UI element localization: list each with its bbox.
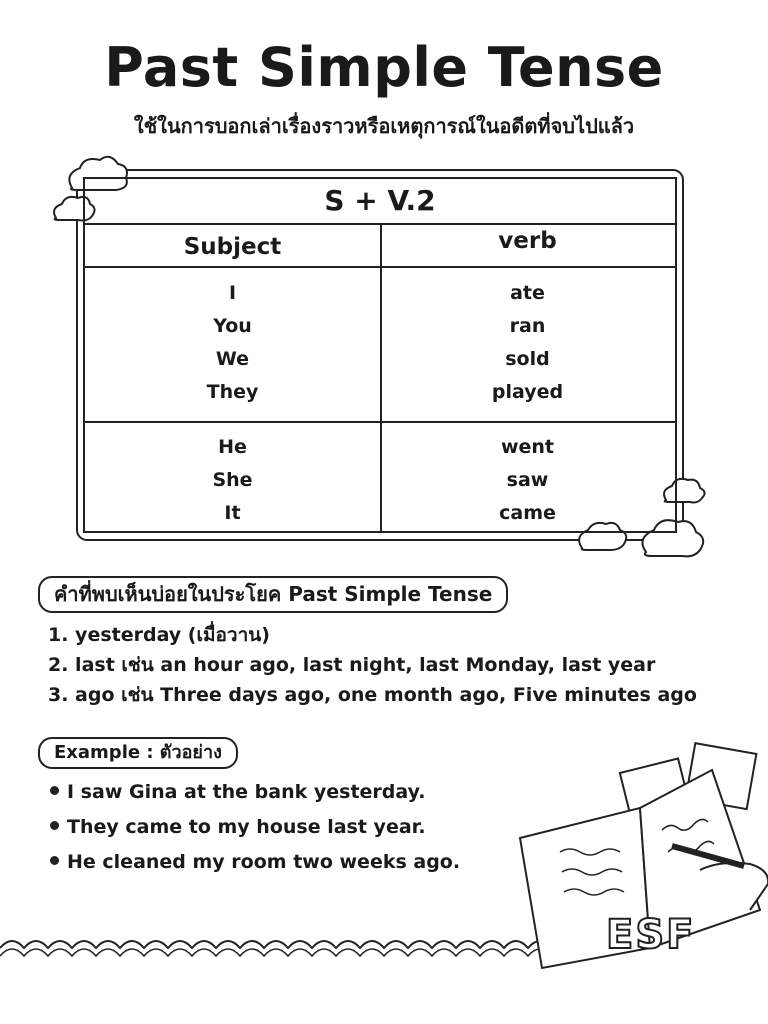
examples-list [50, 775, 460, 880]
wavy-border [0, 941, 576, 948]
table-cell: sold [505, 348, 550, 370]
bullet-icon [50, 786, 59, 795]
table-cell: We [215, 348, 250, 370]
list-item: He cleaned my room two weeks ago. [50, 845, 460, 880]
table-cell: went [500, 436, 555, 458]
verbs-group-2 [380, 431, 675, 530]
list-item: 1. yesterday (เมื่อวาน) [48, 624, 270, 646]
table-cell: You [213, 315, 252, 337]
table-cell: played [491, 381, 564, 403]
bullet-icon [50, 821, 59, 830]
list-item: 2. last เช่น an hour ago, last night, last Monday, last year [48, 654, 656, 676]
verb-column-header: verb [380, 223, 675, 268]
page-subtitle: ใช้ในการบอกเล่าเรื่องราวหรือเหตุการณ์ในอดีตที่จบไปแล้ว [133, 114, 635, 138]
table-cell: He [218, 436, 247, 458]
table-cell: It [224, 502, 241, 524]
page-title: Past Simple Tense [104, 36, 664, 99]
table-cell: They [206, 381, 259, 403]
list-item: 3. ago เช่น Three days ago, one month ago, Five minutes ago [48, 684, 697, 706]
table-cell: She [212, 469, 253, 491]
bullet-icon [50, 856, 59, 865]
subjects-group-2 [85, 431, 380, 530]
table-cell: saw [506, 469, 549, 491]
table-cell: came [499, 502, 556, 524]
verbs-group-1 [380, 277, 675, 409]
examples-heading: Example : ตัวอย่าง [38, 737, 238, 769]
keywords-heading: คำที่พบเห็นบ่อยในประโยค Past Simple Tense [38, 576, 508, 613]
table-cell: ran [509, 315, 546, 337]
subject-column-header: Subject [85, 223, 380, 268]
table-cell: ate [510, 282, 545, 304]
list-item: I saw Gina at the bank yesterday. [50, 775, 460, 810]
keywords-list [48, 620, 697, 710]
table-cell: I [228, 282, 237, 304]
formula-header: S + V.2 [85, 179, 675, 225]
subjects-group-1 [85, 277, 380, 409]
esf-logo: ESF [606, 912, 696, 958]
list-item: They came to my house last year. [50, 810, 460, 845]
grammar-table [83, 177, 677, 533]
group-divider [85, 421, 675, 423]
